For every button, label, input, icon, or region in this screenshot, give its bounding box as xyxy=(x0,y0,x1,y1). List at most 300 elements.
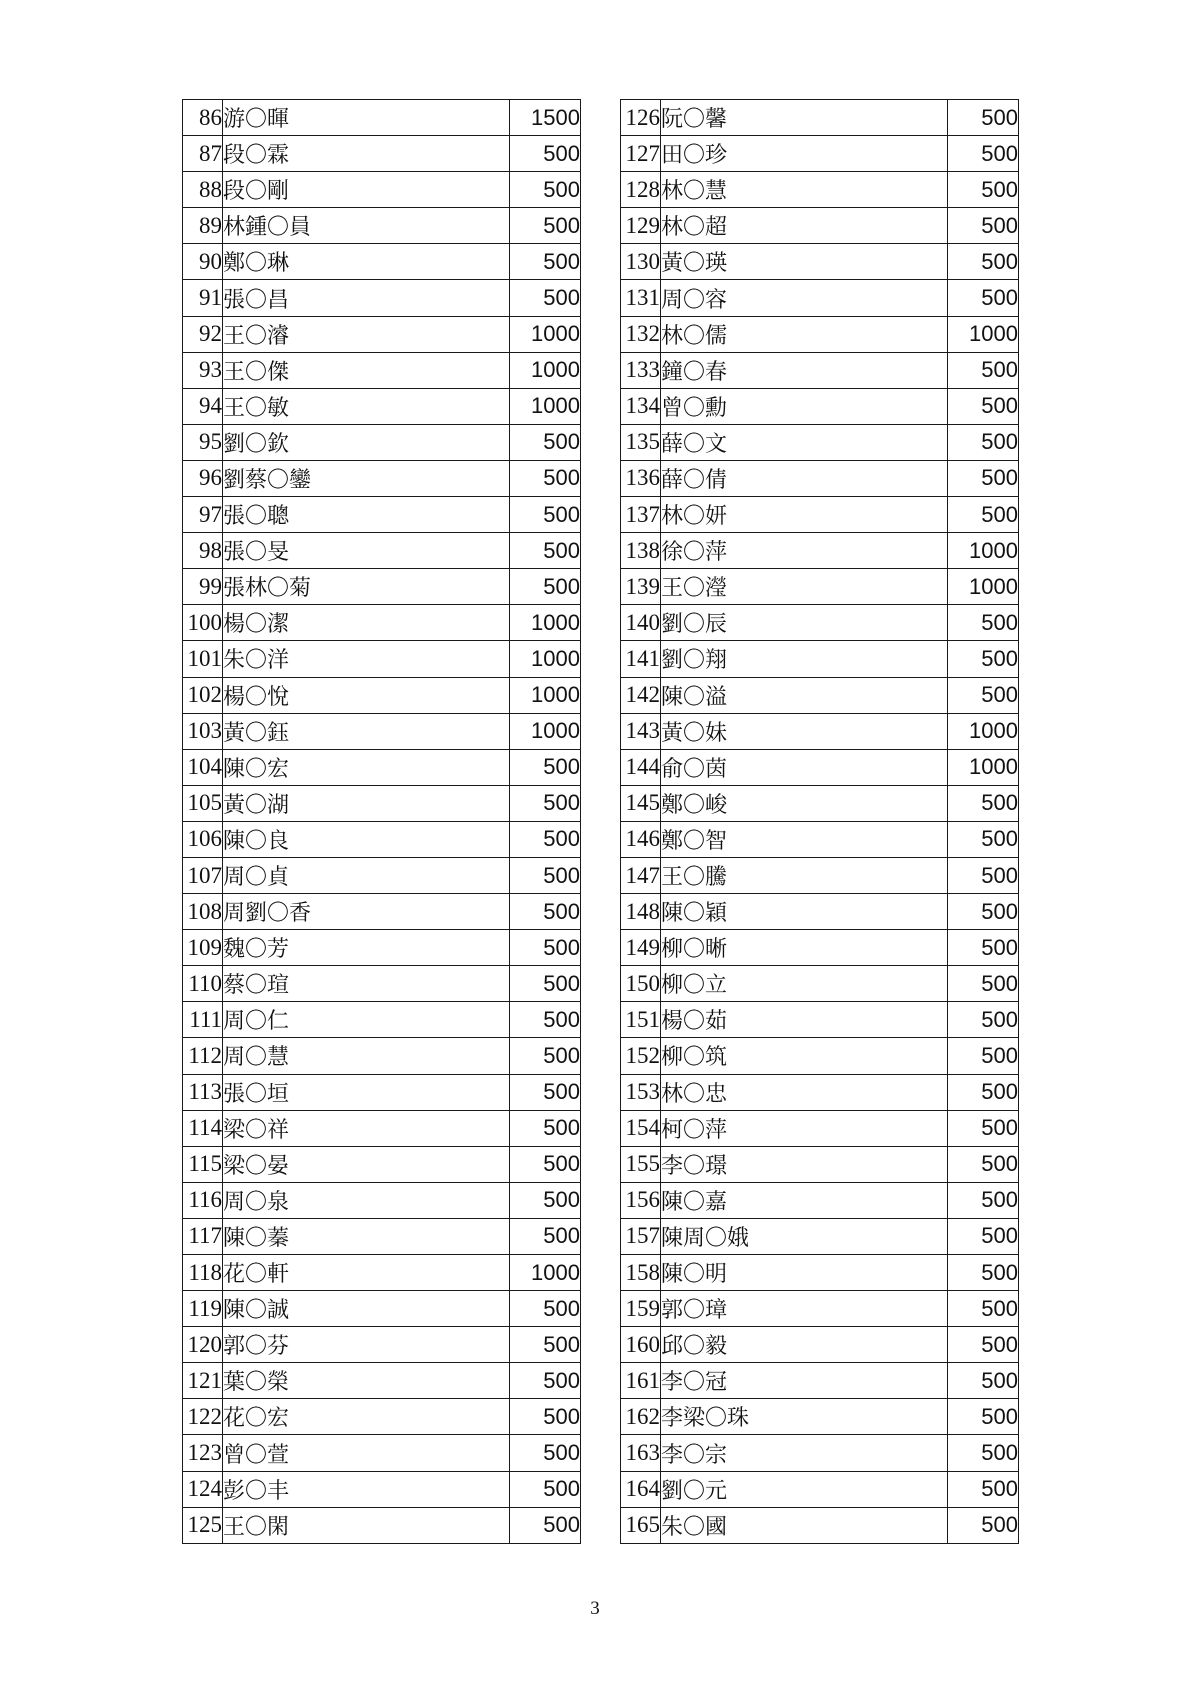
table-row xyxy=(183,605,581,641)
donation-amount: 500 xyxy=(510,1002,581,1038)
donation-amount: 1000 xyxy=(510,641,581,677)
table-row xyxy=(621,749,1019,785)
table-row xyxy=(183,1218,581,1254)
donor-name: 花〇軒 xyxy=(223,1255,510,1291)
table-row xyxy=(183,749,581,785)
donor-name: 黃〇湖 xyxy=(223,785,510,821)
row-number: 129 xyxy=(621,208,661,244)
donation-amount: 500 xyxy=(948,1435,1019,1471)
row-number: 88 xyxy=(183,172,223,208)
row-number: 142 xyxy=(621,677,661,713)
row-number: 147 xyxy=(621,857,661,893)
table-row xyxy=(621,316,1019,352)
donor-name: 俞〇茵 xyxy=(661,749,948,785)
table-row xyxy=(621,1110,1019,1146)
donation-amount: 500 xyxy=(510,1363,581,1399)
donation-amount: 500 xyxy=(948,785,1019,821)
row-number: 145 xyxy=(621,785,661,821)
row-number: 127 xyxy=(621,136,661,172)
donation-amount: 500 xyxy=(510,533,581,569)
table-row xyxy=(621,1146,1019,1182)
donor-name: 郭〇芬 xyxy=(223,1327,510,1363)
table-row xyxy=(183,172,581,208)
donor-name: 林〇忠 xyxy=(661,1074,948,1110)
donor-name: 花〇宏 xyxy=(223,1399,510,1435)
table-row xyxy=(183,533,581,569)
table-row xyxy=(621,713,1019,749)
row-number: 87 xyxy=(183,136,223,172)
donor-name: 劉蔡〇鑾 xyxy=(223,460,510,496)
donor-name: 李〇宗 xyxy=(661,1435,948,1471)
donation-amount: 500 xyxy=(948,930,1019,966)
donation-amount: 1000 xyxy=(948,713,1019,749)
row-number: 143 xyxy=(621,713,661,749)
donation-amount: 500 xyxy=(510,280,581,316)
table-row xyxy=(621,1327,1019,1363)
row-number: 106 xyxy=(183,821,223,857)
row-number: 154 xyxy=(621,1110,661,1146)
row-number: 115 xyxy=(183,1146,223,1182)
row-number: 109 xyxy=(183,930,223,966)
donation-amount: 500 xyxy=(948,857,1019,893)
donor-name: 李〇璟 xyxy=(661,1146,948,1182)
donation-amount: 1000 xyxy=(510,605,581,641)
donation-amount: 500 xyxy=(948,1110,1019,1146)
row-number: 94 xyxy=(183,388,223,424)
donation-amount: 500 xyxy=(510,569,581,605)
row-number: 139 xyxy=(621,569,661,605)
donor-name: 林〇慧 xyxy=(661,172,948,208)
table-row xyxy=(183,497,581,533)
donor-name: 陳〇誠 xyxy=(223,1291,510,1327)
table-row xyxy=(183,352,581,388)
donation-amount: 500 xyxy=(510,1182,581,1218)
donor-name: 劉〇辰 xyxy=(661,605,948,641)
table-row xyxy=(183,1327,581,1363)
row-number: 105 xyxy=(183,785,223,821)
donation-amount: 500 xyxy=(510,244,581,280)
row-number: 160 xyxy=(621,1327,661,1363)
donor-name: 陳〇穎 xyxy=(661,894,948,930)
row-number: 97 xyxy=(183,497,223,533)
table-row xyxy=(183,641,581,677)
donation-amount: 500 xyxy=(948,966,1019,1002)
donor-name: 游〇暉 xyxy=(223,100,510,136)
donation-amount: 500 xyxy=(510,1038,581,1074)
donor-name: 黃〇瑛 xyxy=(661,244,948,280)
donation-amount: 1000 xyxy=(510,1255,581,1291)
row-number: 131 xyxy=(621,280,661,316)
donation-amount: 500 xyxy=(948,1182,1019,1218)
row-number: 110 xyxy=(183,966,223,1002)
row-number: 134 xyxy=(621,388,661,424)
row-number: 151 xyxy=(621,1002,661,1038)
row-number: 137 xyxy=(621,497,661,533)
table-row xyxy=(183,388,581,424)
table-row xyxy=(621,1002,1019,1038)
donation-amount: 500 xyxy=(510,136,581,172)
row-number: 89 xyxy=(183,208,223,244)
donor-name: 陳周〇娥 xyxy=(661,1218,948,1254)
table-row xyxy=(621,424,1019,460)
donation-amount: 500 xyxy=(948,677,1019,713)
table-row xyxy=(621,966,1019,1002)
page-number: 3 xyxy=(590,1598,600,1619)
table-row xyxy=(183,100,581,136)
table-row xyxy=(621,244,1019,280)
donation-amount: 500 xyxy=(948,208,1019,244)
table-row xyxy=(183,1507,581,1543)
donor-name: 陳〇良 xyxy=(223,821,510,857)
row-number: 155 xyxy=(621,1146,661,1182)
row-number: 119 xyxy=(183,1291,223,1327)
donation-amount: 500 xyxy=(510,208,581,244)
donor-name: 薛〇倩 xyxy=(661,460,948,496)
donation-amount: 500 xyxy=(948,1291,1019,1327)
table-row xyxy=(621,641,1019,677)
donor-name: 彭〇丰 xyxy=(223,1471,510,1507)
table-row xyxy=(621,1471,1019,1507)
donor-name: 周〇貞 xyxy=(223,857,510,893)
row-number: 123 xyxy=(183,1435,223,1471)
donation-amount: 1000 xyxy=(510,713,581,749)
donor-name: 劉〇元 xyxy=(661,1471,948,1507)
donor-name: 林〇儒 xyxy=(661,316,948,352)
donor-name: 李〇冠 xyxy=(661,1363,948,1399)
row-number: 150 xyxy=(621,966,661,1002)
row-number: 146 xyxy=(621,821,661,857)
table-row xyxy=(183,1038,581,1074)
row-number: 90 xyxy=(183,244,223,280)
table-row xyxy=(621,100,1019,136)
table-row xyxy=(621,388,1019,424)
row-number: 103 xyxy=(183,713,223,749)
row-number: 117 xyxy=(183,1218,223,1254)
donor-name: 王〇傑 xyxy=(223,352,510,388)
donation-amount: 1000 xyxy=(510,388,581,424)
donor-name: 王〇敏 xyxy=(223,388,510,424)
donor-name: 黃〇鈺 xyxy=(223,713,510,749)
donor-name: 王〇閑 xyxy=(223,1507,510,1543)
donor-name: 張〇聰 xyxy=(223,497,510,533)
donor-name: 梁〇祥 xyxy=(223,1110,510,1146)
row-number: 93 xyxy=(183,352,223,388)
row-number: 124 xyxy=(183,1471,223,1507)
donation-amount: 500 xyxy=(948,1038,1019,1074)
donor-name: 楊〇茹 xyxy=(661,1002,948,1038)
table-row xyxy=(183,821,581,857)
donor-name: 梁〇晏 xyxy=(223,1146,510,1182)
donation-amount: 500 xyxy=(510,424,581,460)
table-row xyxy=(183,677,581,713)
table-row xyxy=(621,1074,1019,1110)
donation-amount: 500 xyxy=(510,1218,581,1254)
table-row xyxy=(621,1291,1019,1327)
donor-name: 劉〇翔 xyxy=(661,641,948,677)
table-row xyxy=(621,533,1019,569)
donor-name: 王〇濬 xyxy=(223,316,510,352)
row-number: 164 xyxy=(621,1471,661,1507)
table-row xyxy=(183,1182,581,1218)
donor-name: 王〇瀅 xyxy=(661,569,948,605)
row-number: 86 xyxy=(183,100,223,136)
table-row xyxy=(621,569,1019,605)
donation-amount: 500 xyxy=(948,605,1019,641)
table-row xyxy=(183,424,581,460)
donation-amount: 500 xyxy=(948,894,1019,930)
donation-amount: 500 xyxy=(510,1507,581,1543)
table-row xyxy=(621,352,1019,388)
donor-name: 周劉〇香 xyxy=(223,894,510,930)
donation-amount: 500 xyxy=(510,1146,581,1182)
donor-name: 劉〇欽 xyxy=(223,424,510,460)
row-number: 104 xyxy=(183,749,223,785)
row-number: 95 xyxy=(183,424,223,460)
donor-name: 陳〇明 xyxy=(661,1255,948,1291)
row-number: 157 xyxy=(621,1218,661,1254)
donation-amount: 500 xyxy=(510,1435,581,1471)
row-number: 100 xyxy=(183,605,223,641)
table-row xyxy=(621,785,1019,821)
table-row xyxy=(183,930,581,966)
donor-name: 柳〇立 xyxy=(661,966,948,1002)
donation-amount: 500 xyxy=(510,1471,581,1507)
donor-name: 柯〇萍 xyxy=(661,1110,948,1146)
donation-amount: 500 xyxy=(948,136,1019,172)
table-row xyxy=(183,316,581,352)
table-row xyxy=(183,1291,581,1327)
table-row xyxy=(621,172,1019,208)
table-row xyxy=(183,1363,581,1399)
row-number: 113 xyxy=(183,1074,223,1110)
donor-name: 朱〇洋 xyxy=(223,641,510,677)
row-number: 130 xyxy=(621,244,661,280)
table-row xyxy=(183,1435,581,1471)
donation-amount: 500 xyxy=(948,821,1019,857)
table-row xyxy=(183,1074,581,1110)
table-row xyxy=(621,497,1019,533)
table-row xyxy=(621,208,1019,244)
donor-name: 張〇垣 xyxy=(223,1074,510,1110)
table-row xyxy=(621,1507,1019,1543)
table-row xyxy=(621,1363,1019,1399)
row-number: 102 xyxy=(183,677,223,713)
donation-amount: 500 xyxy=(948,1471,1019,1507)
row-number: 138 xyxy=(621,533,661,569)
donation-amount: 1000 xyxy=(510,352,581,388)
donation-amount: 500 xyxy=(510,857,581,893)
table-row xyxy=(183,966,581,1002)
donor-name: 周〇慧 xyxy=(223,1038,510,1074)
donation-amount: 500 xyxy=(510,1291,581,1327)
donation-amount: 500 xyxy=(948,100,1019,136)
row-number: 156 xyxy=(621,1182,661,1218)
row-number: 144 xyxy=(621,749,661,785)
donor-name: 張〇昌 xyxy=(223,280,510,316)
table-row xyxy=(621,1038,1019,1074)
table-row xyxy=(621,605,1019,641)
donor-name: 魏〇芳 xyxy=(223,930,510,966)
row-number: 163 xyxy=(621,1435,661,1471)
donor-name: 邱〇毅 xyxy=(661,1327,948,1363)
donor-name: 鄭〇峻 xyxy=(661,785,948,821)
table-row xyxy=(621,136,1019,172)
row-number: 98 xyxy=(183,533,223,569)
row-number: 114 xyxy=(183,1110,223,1146)
table-row xyxy=(621,857,1019,893)
table-row xyxy=(183,1002,581,1038)
table-row xyxy=(183,280,581,316)
donor-name: 周〇泉 xyxy=(223,1182,510,1218)
donation-amount: 500 xyxy=(510,172,581,208)
table-row xyxy=(621,677,1019,713)
donation-amount: 500 xyxy=(948,1218,1019,1254)
donation-amount: 500 xyxy=(948,460,1019,496)
donation-amount: 500 xyxy=(510,1074,581,1110)
donor-name: 周〇容 xyxy=(661,280,948,316)
donor-name: 張林〇菊 xyxy=(223,569,510,605)
donor-name: 柳〇筑 xyxy=(661,1038,948,1074)
donor-name: 陳〇嘉 xyxy=(661,1182,948,1218)
donor-name: 鐘〇春 xyxy=(661,352,948,388)
donor-name: 陳〇蓁 xyxy=(223,1218,510,1254)
donor-name: 林鍾〇員 xyxy=(223,208,510,244)
table-row xyxy=(183,894,581,930)
donor-name: 薛〇文 xyxy=(661,424,948,460)
table-row xyxy=(183,208,581,244)
row-number: 99 xyxy=(183,569,223,605)
row-number: 96 xyxy=(183,460,223,496)
donor-name: 鄭〇智 xyxy=(661,821,948,857)
donor-name: 李梁〇珠 xyxy=(661,1399,948,1435)
donor-name: 段〇剛 xyxy=(223,172,510,208)
donation-amount: 1000 xyxy=(948,316,1019,352)
table-row xyxy=(621,1255,1019,1291)
donor-name: 周〇仁 xyxy=(223,1002,510,1038)
table-row xyxy=(183,1255,581,1291)
table-row xyxy=(183,1399,581,1435)
donation-amount: 500 xyxy=(948,1363,1019,1399)
donation-amount: 500 xyxy=(948,1399,1019,1435)
donation-amount: 500 xyxy=(510,930,581,966)
table-row xyxy=(621,821,1019,857)
row-number: 108 xyxy=(183,894,223,930)
donor-name: 徐〇萍 xyxy=(661,533,948,569)
row-number: 126 xyxy=(621,100,661,136)
donor-name: 柳〇晰 xyxy=(661,930,948,966)
donation-amount: 500 xyxy=(948,1507,1019,1543)
row-number: 120 xyxy=(183,1327,223,1363)
row-number: 140 xyxy=(621,605,661,641)
row-number: 118 xyxy=(183,1255,223,1291)
donor-name: 段〇霖 xyxy=(223,136,510,172)
donation-amount: 500 xyxy=(948,1146,1019,1182)
donation-amount: 500 xyxy=(510,821,581,857)
donation-amount: 500 xyxy=(948,641,1019,677)
table-row xyxy=(183,857,581,893)
row-number: 101 xyxy=(183,641,223,677)
donation-amount: 500 xyxy=(948,244,1019,280)
donation-amount: 500 xyxy=(948,352,1019,388)
donor-name: 黃〇妹 xyxy=(661,713,948,749)
table-row xyxy=(183,569,581,605)
row-number: 132 xyxy=(621,316,661,352)
row-number: 148 xyxy=(621,894,661,930)
table-row xyxy=(183,1471,581,1507)
donor-name: 葉〇榮 xyxy=(223,1363,510,1399)
row-number: 111 xyxy=(183,1002,223,1038)
donation-amount: 500 xyxy=(510,1327,581,1363)
table-row xyxy=(621,460,1019,496)
table-row xyxy=(621,1182,1019,1218)
donation-amount: 500 xyxy=(948,1255,1019,1291)
row-number: 116 xyxy=(183,1182,223,1218)
table-row xyxy=(183,244,581,280)
donation-amount: 500 xyxy=(948,1327,1019,1363)
table-row xyxy=(621,1218,1019,1254)
table-row xyxy=(621,1399,1019,1435)
row-number: 149 xyxy=(621,930,661,966)
donor-name: 郭〇璋 xyxy=(661,1291,948,1327)
donor-name: 蔡〇瑄 xyxy=(223,966,510,1002)
donation-amount: 500 xyxy=(948,280,1019,316)
table-row xyxy=(183,136,581,172)
row-number: 141 xyxy=(621,641,661,677)
row-number: 107 xyxy=(183,857,223,893)
donation-amount: 1500 xyxy=(510,100,581,136)
donation-amount: 1000 xyxy=(510,316,581,352)
donation-amount: 500 xyxy=(948,172,1019,208)
row-number: 152 xyxy=(621,1038,661,1074)
row-number: 122 xyxy=(183,1399,223,1435)
row-number: 159 xyxy=(621,1291,661,1327)
donor-name: 鄭〇琳 xyxy=(223,244,510,280)
donation-amount: 500 xyxy=(948,1074,1019,1110)
donation-amount: 500 xyxy=(948,1002,1019,1038)
table-row xyxy=(183,1110,581,1146)
row-number: 161 xyxy=(621,1363,661,1399)
donor-table-left xyxy=(182,99,581,1544)
donation-amount: 500 xyxy=(510,497,581,533)
donation-amount: 1000 xyxy=(948,569,1019,605)
table-row xyxy=(183,713,581,749)
donor-name: 田〇珍 xyxy=(661,136,948,172)
donor-name: 楊〇潔 xyxy=(223,605,510,641)
donor-name: 阮〇馨 xyxy=(661,100,948,136)
donor-table-right-body xyxy=(621,100,1019,1544)
row-number: 121 xyxy=(183,1363,223,1399)
donation-amount: 500 xyxy=(510,1399,581,1435)
row-number: 165 xyxy=(621,1507,661,1543)
row-number: 125 xyxy=(183,1507,223,1543)
donor-table-right xyxy=(620,99,1019,1544)
donor-table-left-body xyxy=(183,100,581,1544)
table-row xyxy=(183,460,581,496)
donor-name: 曾〇勳 xyxy=(661,388,948,424)
row-number: 91 xyxy=(183,280,223,316)
donation-amount: 1000 xyxy=(948,749,1019,785)
row-number: 135 xyxy=(621,424,661,460)
row-number: 128 xyxy=(621,172,661,208)
donation-amount: 500 xyxy=(948,497,1019,533)
row-number: 133 xyxy=(621,352,661,388)
donor-name: 林〇超 xyxy=(661,208,948,244)
donation-amount: 1000 xyxy=(948,533,1019,569)
donation-amount: 500 xyxy=(510,460,581,496)
donation-amount: 500 xyxy=(510,894,581,930)
donor-name: 陳〇宏 xyxy=(223,749,510,785)
donation-amount: 500 xyxy=(948,424,1019,460)
